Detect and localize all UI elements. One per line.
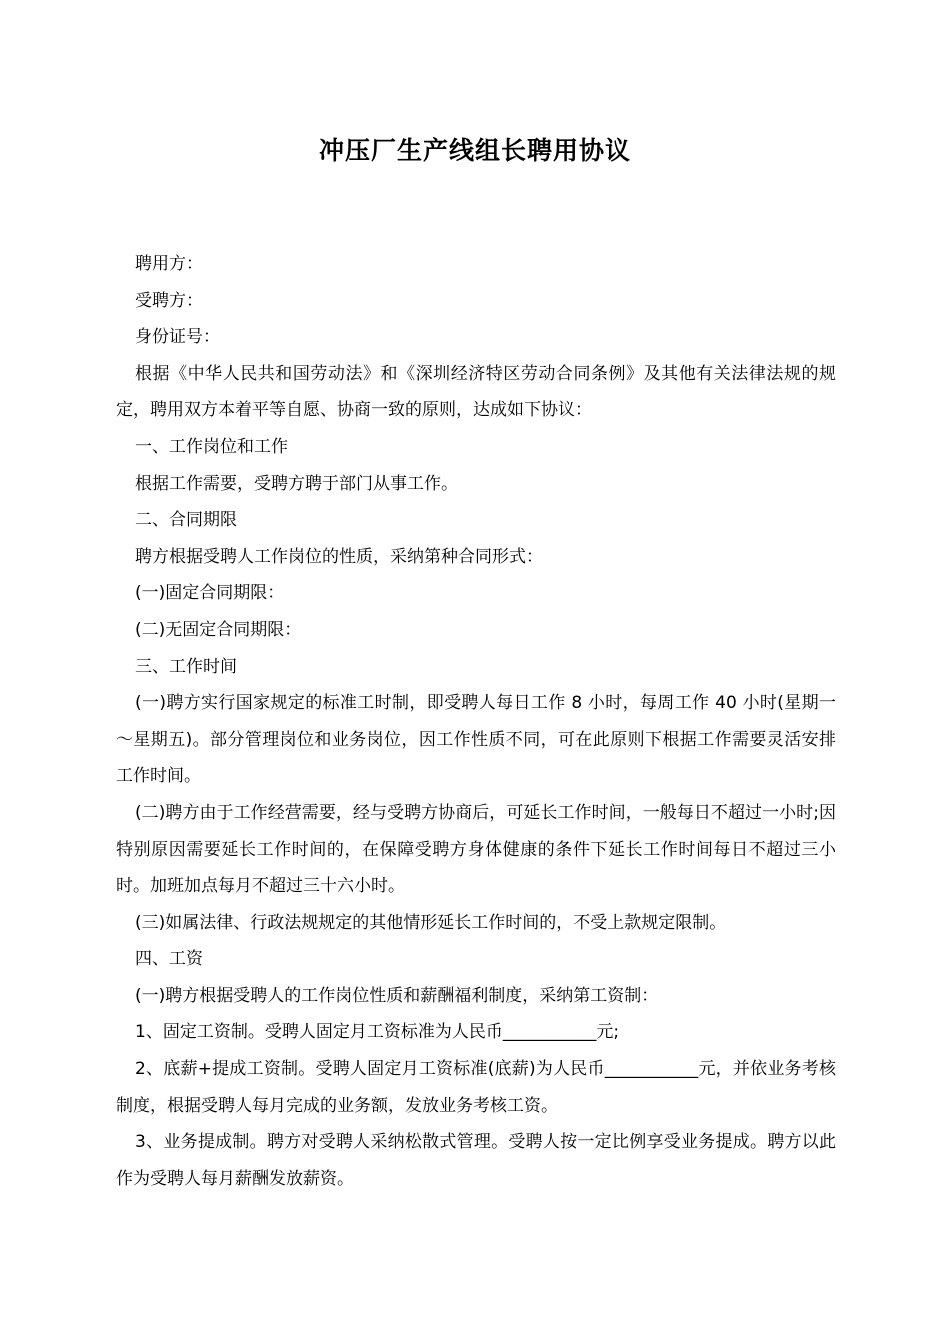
paragraph-open-term: (二)无固定合同期限： xyxy=(135,619,302,640)
paragraph-commission: 3、业务提成制。聘方对受聘人采纳松散式管理。受聘人按一定比例享受业务提成。聘方以此作为受聘人每月薪酬发放薪资。 xyxy=(116,1132,836,1189)
paragraph-fixed-term: (一)固定合同期限： xyxy=(135,583,285,604)
paragraph-employee: 受聘方： xyxy=(135,290,203,311)
document-body xyxy=(116,246,836,1197)
section-heading-term: 二、合同期限 xyxy=(135,510,237,531)
paragraph-contract-form: 聘方根据受聘人工作岗位的性质，采纳第种合同形式： xyxy=(135,546,543,567)
paragraph-id-number: 身份证号： xyxy=(135,327,220,348)
paragraph-overtime: (二)聘方由于工作经营需要，经与受聘方协商后，可延长工作时间，一般每日不超过一小时;因特别原因需要延长工作时间的，在保障受聘方身体健康的条件下延长工作时间每日不超过三小时。加班加点每月不超过三十六小时。 xyxy=(116,802,836,897)
paragraph-exceptions: (三)如属法律、行政法规规定的其他情形延长工作时间的，不受上款规定限制。 xyxy=(135,912,727,933)
paragraph-standard-hours: (一)聘方实行国家规定的标准工时制，即受聘人每日工作 8 小时，每周工作 40 小时(星期一～星期五)。部分管理岗位和业务岗位，因工作性质不同，可在此原则下根据工作需要灵活安排工作时间。 xyxy=(116,693,836,787)
document-title: 冲压厂生产线组长聘用协议 xyxy=(318,136,631,165)
section-heading-hours: 三、工作时间 xyxy=(135,656,237,677)
section-heading-job: 一、工作岗位和工作 xyxy=(135,436,288,457)
paragraph-wage-system: (一)聘方根据受聘人的工作岗位性质和薪酬福利制度，采纳第工资制： xyxy=(135,985,659,1006)
section-heading-wages: 四、工资 xyxy=(135,949,203,970)
paragraph-job-assignment: 根据工作需要，受聘方聘于部门从事工作。 xyxy=(135,473,458,494)
paragraph-base-plus-commission: 2、底薪+提成工资制。受聘人固定月工资标准(底薪)为人民币___________元，并依业务考核制度，根据受聘人每月完成的业务额，发放业务考核工资。 xyxy=(116,1059,836,1116)
paragraph-employer: 聘用方： xyxy=(135,254,203,274)
paragraph-fixed-wage: 1、固定工资制。受聘人固定月工资标准为人民币___________元; xyxy=(135,1022,620,1043)
paragraph-preamble: 根据《中华人民共和国劳动法》和《深圳经济特区劳动合同条例》及其他有关法律法规的规定，聘用双方本着平等自愿、协商一致的原则，达成如下协议： xyxy=(116,363,836,421)
